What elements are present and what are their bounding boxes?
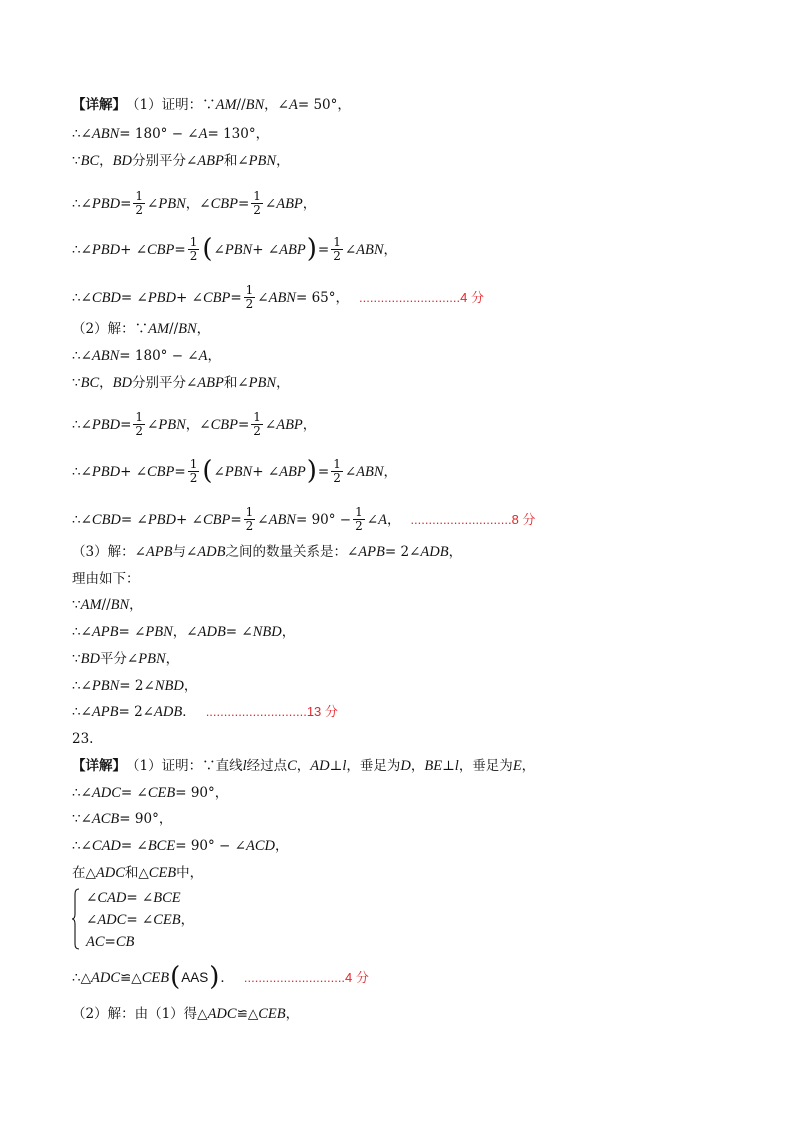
fraction-one-half: $\frac{1}{2}$ (253, 189, 261, 217)
solution-line: ∴∠ PBD + ∠ CBP = $\frac{1}{2}$ ( ∠ PBN + ∠ ABP ) = $\frac{1}{2}$ ∠ ABN ， (72, 233, 398, 264)
fraction-one-half: $\frac{1}{2}$ (189, 457, 198, 485)
solution-line: （2）解：∵ AM // BN ， (72, 321, 211, 337)
solution-line: ∠ CAD = ∠ BCE (86, 890, 181, 906)
fraction-one-half: $\frac{1}{2}$ (333, 457, 341, 485)
solution-line: ∵ BC ， BD 分别平分∠ ABP 和∠ PBN ， (72, 375, 290, 391)
solution-line: ∴∠ PBD = $\frac{1}{2}$ ∠ PBN ，∠ CBP = $\frac{1}{2}$ ∠ ABP ， (72, 410, 317, 438)
solution-line: ∴∠ ADC = ∠ CEB = 90°， (72, 785, 229, 801)
score-marker: ............................13 分 (205, 704, 338, 719)
solution-line: ∴∠ ABN = 180° − ∠ A = 130°， (72, 126, 270, 142)
solution-line: ∴△ ADC ≌△ CEB ( AAS ) ． ............................4 分 (72, 962, 369, 992)
fraction-one-half: $\frac{1}{2}$ (245, 283, 254, 311)
section-header: 【详解】 (72, 97, 126, 113)
solution-line: ∴∠ CBD = ∠ PBD + ∠ CBP = $\frac{1}{2}$ ∠ ABN = 65°， ............................4 分 (72, 283, 484, 311)
score-marker: ............................4 分 (359, 289, 484, 305)
solution-line: ∵ BC ， BD 分别平分∠ ABP 和∠ PBN ， (72, 153, 290, 169)
solution-line: ∴∠ PBN = 2∠ NBD ， (72, 678, 198, 694)
solution-line: （2）解：由（1）得△ ADC ≌△ CEB ， (72, 1006, 300, 1022)
fraction-one-half: $\frac{1}{2}$ (189, 235, 198, 263)
solution-line: ∵ AM // BN ， (72, 597, 143, 613)
solution-line: ∴∠ PBD = $\frac{1}{2}$ ∠ PBN ，∠ CBP = $\frac{1}{2}$ ∠ ABP ， (72, 189, 317, 217)
solution-line: 【详解】 （1）证明：∵直线 l 经过点 C ， AD ⊥ l ，垂足为 D ， BE ⊥ l ，垂足为 E ， (72, 758, 536, 774)
solution-line: 在△ ADC 和△ CEB 中， (72, 865, 204, 881)
solution-line: AC = CB (86, 934, 135, 950)
fraction-one-half: $\frac{1}{2}$ (355, 505, 363, 533)
fraction-one-half: $\frac{1}{2}$ (245, 505, 254, 533)
solution-line: ∴∠ APB = ∠ PBN ，∠ ADB = ∠ NBD ， (72, 624, 296, 640)
solution-line: ∠ ADC = ∠ CEB ， (86, 912, 195, 928)
solution-line: 理由如下： (72, 571, 140, 587)
fraction-one-half: $\frac{1}{2}$ (253, 410, 261, 438)
solution-line: ∵ BD 平分∠ PBN ， (72, 651, 180, 667)
solution-line: ∵∠ ACB = 90°， (72, 811, 173, 827)
system-brace (72, 888, 80, 950)
solution-line: ∴∠ APB = 2∠ ADB ． ............................13 分 (72, 704, 338, 720)
solution-line: ∴∠ CBD = ∠ PBD + ∠ CBP = $\frac{1}{2}$ ∠ ABN = 90° − $\frac{1}{2}$ ∠ A ， ............................8 分 (72, 505, 536, 533)
solution-line: ∴∠ ABN = 180° − ∠ A ， (72, 348, 221, 364)
solution-line: 【详解】 （1）证明：∵ AM // BN ，∠ A = 50°， (72, 97, 351, 113)
solution-line: ∴∠ CAD = ∠ BCE = 90° − ∠ ACD ， (72, 838, 289, 854)
score-marker: ............................4 分 (243, 970, 369, 985)
fraction-one-half: $\frac{1}{2}$ (333, 235, 341, 263)
score-marker: ............................8 分 (410, 511, 536, 527)
section-header: 【详解】 (72, 758, 126, 774)
solution-line: （3）解：∠ APB 与∠ ADB 之间的数量关系是：∠ APB = 2∠ ADB ， (72, 544, 463, 560)
fraction-one-half: $\frac{1}{2}$ (135, 189, 144, 217)
fraction-one-half: $\frac{1}{2}$ (135, 410, 144, 438)
solution-line: 23. (72, 731, 94, 747)
solution-line: ∴∠ PBD + ∠ CBP = $\frac{1}{2}$ ( ∠ PBN + ∠ ABP ) = $\frac{1}{2}$ ∠ ABN ， (72, 455, 398, 486)
